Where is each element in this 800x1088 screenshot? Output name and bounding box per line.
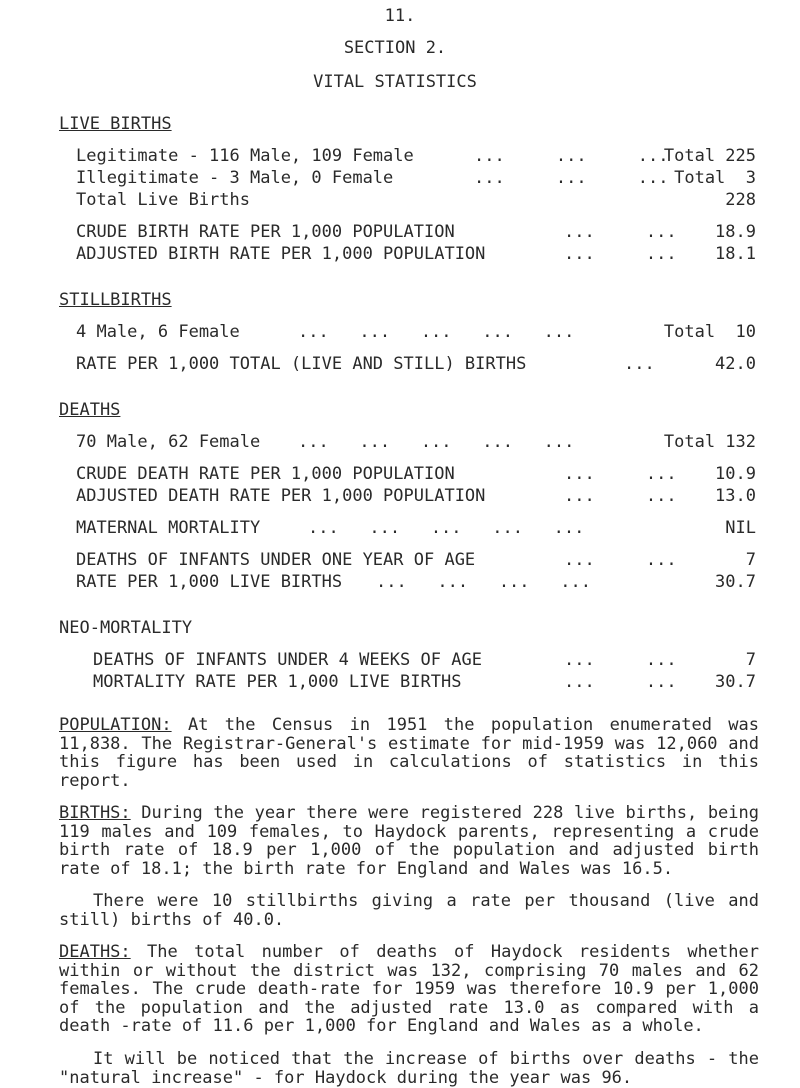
population-label: POPULATION: xyxy=(59,715,172,735)
infant-deaths-row xyxy=(76,550,756,572)
row-label: RATE PER 1,000 LIVE BIRTHS xyxy=(76,572,343,592)
deaths-label: DEATHS: xyxy=(59,942,131,962)
natural-increase-text: It will be noticed that the increase of births over deaths - the "natural increase" - for Haydock during the year was 96. xyxy=(59,1049,759,1088)
row-value: Total 3 xyxy=(674,168,756,188)
row-value: 30.7 xyxy=(715,572,756,592)
row-value: NIL xyxy=(725,518,756,538)
row-label: Illegitimate - 3 Male, 0 Female xyxy=(76,168,394,188)
leader-dots: ... ... xyxy=(564,244,677,264)
stillbirths-heading: STILLBIRTHS xyxy=(59,290,172,310)
crude-death-rate-row xyxy=(76,464,756,486)
row-value: Total 132 xyxy=(663,432,756,452)
natural-increase-paragraph xyxy=(59,1050,759,1087)
row-value: Total 225 xyxy=(663,146,756,166)
infant-mortality-rate-row xyxy=(76,572,756,594)
stillbirth-rate-row xyxy=(76,354,756,376)
section-title: SECTION 2. xyxy=(343,38,447,58)
live-births-legitimate-row xyxy=(76,146,756,168)
leader-dots: ... ... xyxy=(564,486,677,506)
population-paragraph xyxy=(59,716,759,790)
row-label: CRUDE BIRTH RATE PER 1,000 POPULATION xyxy=(76,222,455,242)
section-subtitle: VITAL STATISTICS xyxy=(313,72,477,92)
total-live-births-row xyxy=(76,190,756,212)
live-births-heading: LIVE BIRTHS xyxy=(59,114,172,134)
leader-dots: ... ... xyxy=(564,550,677,570)
stillbirths-row xyxy=(76,322,756,344)
leader-dots: ... ... xyxy=(564,222,677,242)
row-value: 13.0 xyxy=(715,486,756,506)
stillbirths-paragraph xyxy=(59,892,759,929)
row-label: DEATHS OF INFANTS UNDER 4 WEEKS OF AGE xyxy=(93,650,482,670)
row-value: 18.1 xyxy=(715,244,756,264)
deaths-heading: DEATHS xyxy=(59,400,121,420)
births-text: During the year there were registered 228 live births, being 119 males and 109 females, to Haydock parents, representing a crude birth rate of 18.9 per 1,000 of the population and adjusted birth rate of 18.1; the birth rate for England and Wales was 16.5. xyxy=(59,803,759,879)
row-label: ADJUSTED DEATH RATE PER 1,000 POPULATION xyxy=(76,486,486,506)
row-label: MATERNAL MORTALITY xyxy=(76,518,261,538)
row-label: Total Live Births xyxy=(76,190,250,210)
row-label: 70 Male, 62 Female xyxy=(76,432,261,452)
deaths-text: The total number of deaths of Haydock residents whether within or without the district was 132, comprising 70 males and 62 females. The crude death-rate for 1959 was therefore 10.9 per 1,000 of the population and the adjusted rate 13.0 as compared with a death -rate of 11.6 per 1,000 for England and Wales as a whole. xyxy=(59,942,759,1037)
row-label: ADJUSTED BIRTH RATE PER 1,000 POPULATION xyxy=(76,244,486,264)
leader-dots: ... ... ... ... ... xyxy=(308,518,585,538)
row-value: Total 10 xyxy=(663,322,756,342)
page-number: 11. xyxy=(384,6,416,26)
adjusted-birth-rate-row xyxy=(76,244,756,266)
row-value: 228 xyxy=(725,190,756,210)
row-value: 18.9 xyxy=(715,222,756,242)
leader-dots: ... ... ... ... xyxy=(376,572,591,592)
row-value: 7 xyxy=(745,550,756,570)
leader-dots: ... ... ... ... ... xyxy=(298,432,575,452)
leader-dots: ... xyxy=(624,354,655,374)
leader-dots: ... ... ... xyxy=(474,146,669,166)
row-value: 42.0 xyxy=(715,354,756,374)
leader-dots: ... ... xyxy=(564,672,677,692)
neonatal-deaths-row xyxy=(93,650,756,672)
row-value: 10.9 xyxy=(715,464,756,484)
leader-dots: ... ... xyxy=(564,650,677,670)
row-value: 30.7 xyxy=(715,672,756,692)
row-value: 7 xyxy=(745,650,756,670)
row-label: MORTALITY RATE PER 1,000 LIVE BIRTHS xyxy=(93,672,462,692)
maternal-mortality-row xyxy=(76,518,756,540)
row-label: Legitimate - 116 Male, 109 Female xyxy=(76,146,414,166)
births-paragraph xyxy=(59,804,759,878)
row-label: DEATHS OF INFANTS UNDER ONE YEAR OF AGE xyxy=(76,550,476,570)
neonatal-mortality-rate-row xyxy=(93,672,756,694)
deaths-paragraph xyxy=(59,943,759,1036)
deaths-row xyxy=(76,432,756,454)
births-label: BIRTHS: xyxy=(59,803,131,823)
row-label: RATE PER 1,000 TOTAL (LIVE AND STILL) BIRTHS xyxy=(76,354,527,374)
row-label: 4 Male, 6 Female xyxy=(76,322,240,342)
population-text: At the Census in 1951 the population enumerated was 11,838. The Registrar-General's estimate for mid-1959 was 12,060 and this figure has been used in calculations of statistics in this report. xyxy=(59,715,759,791)
live-births-illegitimate-row xyxy=(76,168,756,190)
neo-mortality-heading: NEO-MORTALITY xyxy=(59,618,193,638)
stillbirths-text: There were 10 stillbirths giving a rate per thousand (live and still) births of 40.0. xyxy=(59,891,759,930)
leader-dots: ... ... xyxy=(564,464,677,484)
crude-birth-rate-row xyxy=(76,222,756,244)
leader-dots: ... ... ... xyxy=(474,168,669,188)
row-label: CRUDE DEATH RATE PER 1,000 POPULATION xyxy=(76,464,455,484)
leader-dots: ... ... ... ... ... xyxy=(298,322,575,342)
adjusted-death-rate-row xyxy=(76,486,756,508)
